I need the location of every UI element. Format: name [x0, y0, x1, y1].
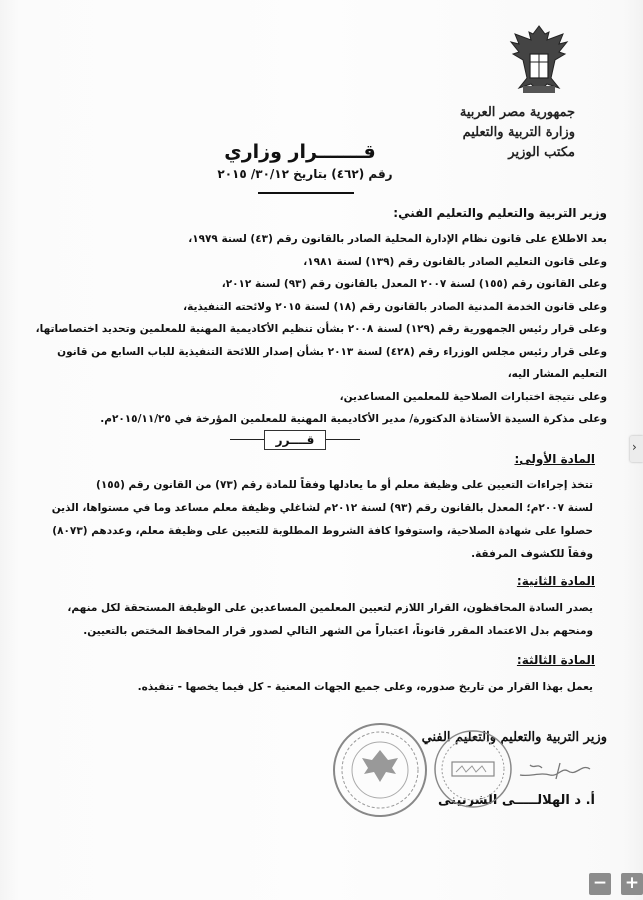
- ministry-name: وزارة التربية والتعليم: [462, 125, 575, 140]
- minister-heading: وزير التربية والتعليم والتعليم الفني:: [393, 206, 607, 220]
- preamble-line: وعلى قرار رئيس الجمهورية رقم (١٢٩) لسنة ٢٠٠٨ بشأن تنظيم الأكاديمية المهنية للمعلمين وتحديد اختصاصاتها،: [35, 323, 607, 335]
- preamble-line: وعلى قانون التعليم الصادر بالقانون رقم (١٣٩) لسنة ١٩٨١،: [303, 255, 607, 268]
- country-name: جمهورية مصر العربية: [459, 105, 575, 120]
- signatory-name: أ. د الهلالـــــى الشربينى: [438, 793, 595, 808]
- ministry-header: [385, 103, 575, 163]
- stamp-seal-icon: [432, 728, 514, 810]
- chevron-right-icon: ›: [632, 440, 637, 454]
- article-line: لسنة ٢٠٠٧م؛ المعدل بالقانون رقم (٩٣) لسنة ٢٠١٢م لشاغلي وظيفة معلم مساعد وما في مستواها، الذين: [51, 502, 593, 514]
- zoom-out-button[interactable]: −: [589, 873, 611, 895]
- article-line: حصلوا على شهادة الصلاحية، واستوفوا كافة الشروط المطلوبة للتعيين على وظيفة معلم، وعددهم (٨٠٧٣): [52, 525, 593, 537]
- eagle-emblem-icon: [505, 20, 573, 102]
- article-line: يصدر السادة المحافظون، القرار اللازم لتعيين المعلمين المساعدين على الوظيفة المستحقة لكل منهم،: [67, 602, 593, 614]
- next-page-button[interactable]: [630, 436, 643, 462]
- article-1-text: [53, 474, 593, 566]
- preamble-line: وعلى القانون رقم (١٥٥) لسنة ٢٠٠٧ المعدل بالقانون رقم (٩٣) لسنة ٢٠١٢،: [221, 278, 607, 290]
- article-line: تتخذ إجراءات التعيين على وظيفة معلم أو ما يعادلها وفقاً للمادة رقم (٧٣) من القانون رقم (١٥٥): [96, 479, 593, 491]
- preamble-line: بعد الاطلاع على قانون نظام الإدارة المحلية الصادر بالقانون رقم (٤٣) لسنة ١٩٧٩،: [188, 233, 607, 245]
- article-3-text: [53, 676, 593, 699]
- decided-label: [230, 430, 360, 450]
- article-2-text: [53, 597, 593, 643]
- article-line: وفقاً للكشوف المرفقة.: [471, 548, 593, 560]
- preamble-line: وعلى نتيجة اختبارات الصلاحية للمعلمين المساعدين،: [339, 390, 607, 403]
- article-3-heading: المادة الثالثة:: [516, 653, 595, 667]
- preamble-line: وعلى قانون الخدمة المدنية الصادر بالقانون رقم (١٨) لسنة ٢٠١٥ ولائحته التنفيذية،: [183, 300, 607, 313]
- article-line: ومنحهم بدل الاعتماد المقرر قانوناً، اعتباراً من الشهر التالي لصدور قرار المحافظ المختص بالتعيين.: [83, 625, 593, 637]
- decided-text: قــــرر: [264, 430, 326, 450]
- signature-title: وزير التربية والتعليم والتعليم الفني: [421, 730, 607, 745]
- zoom-in-button[interactable]: +: [621, 873, 643, 895]
- decree-title: قـــــــرار وزاري: [224, 141, 376, 163]
- preamble-line: وعلى مذكرة السيدة الأستاذة الدكتورة/ مدير الأكاديمية المهنية للمعلمين المؤرخة في ٢٠١٥/١١/٢٥م.: [100, 413, 607, 425]
- office-name: مكتب الوزير: [508, 145, 575, 160]
- article-1-heading: المادة الأولى:: [514, 452, 595, 466]
- official-seal-icon: [330, 720, 430, 820]
- title-divider: [258, 192, 354, 194]
- preamble-line: التعليم المشار اليه،: [507, 368, 607, 380]
- decree-number: رقم (٤٦٢) بتاريخ ٣٠/١٢/ ٢٠١٥: [217, 167, 393, 181]
- preamble: [37, 228, 607, 431]
- article-2-heading: المادة الثانية:: [516, 574, 595, 588]
- preamble-line: وعلى قرار رئيس مجلس الوزراء رقم (٤٢٨) لسنة ٢٠١٣ بشأن إصدار اللائحة التنفيذية للباب السابع من قانون: [57, 345, 607, 358]
- article-line: يعمل بهذا القرار من تاريخ صدوره، وعلى جميع الجهات المعنية - كل فيما يخصها - تنفيذه.: [137, 681, 593, 693]
